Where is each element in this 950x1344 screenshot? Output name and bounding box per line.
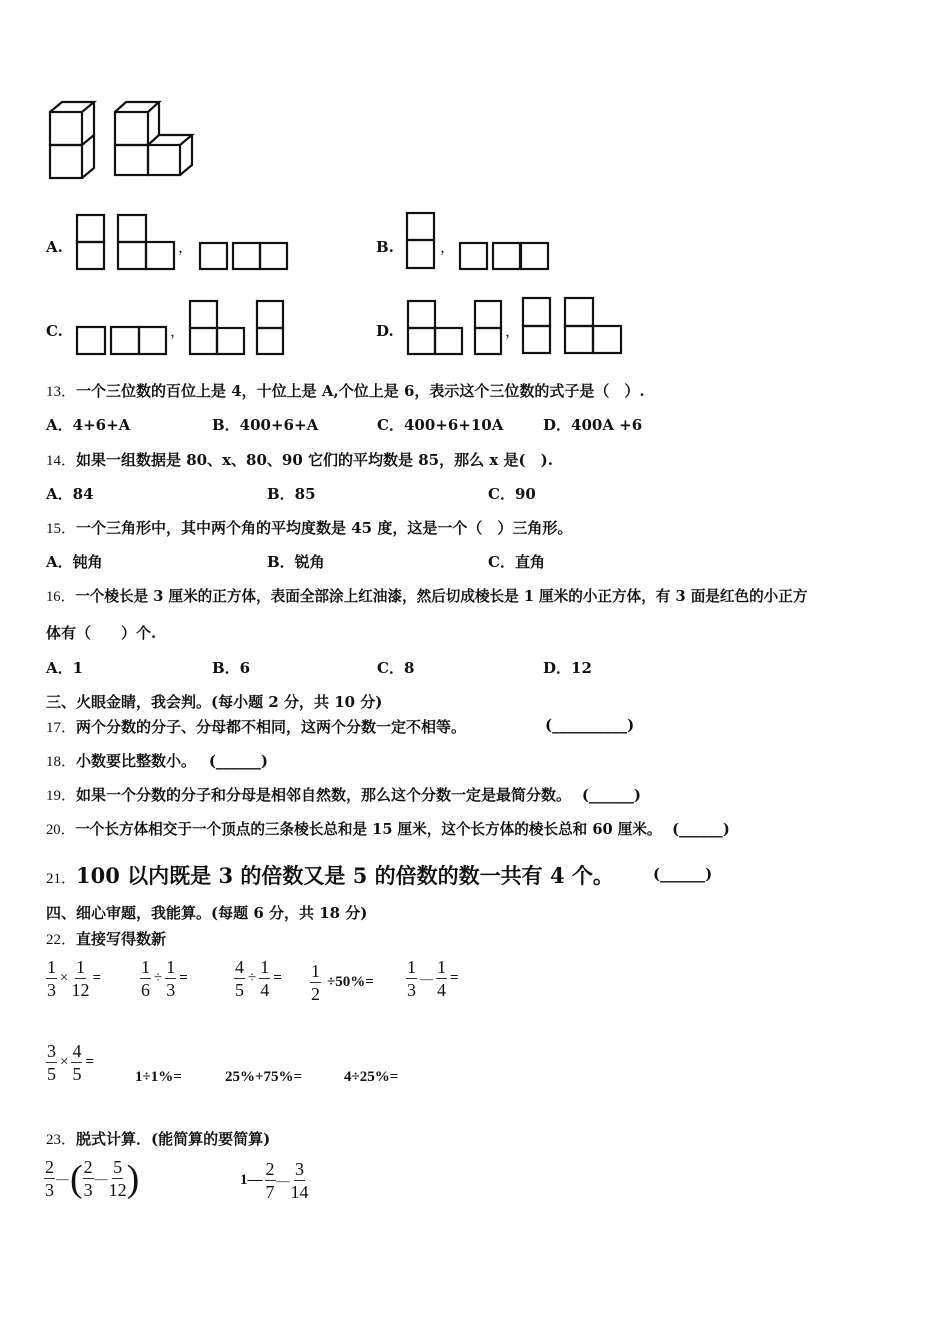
q20-line <box>46 818 730 839</box>
q15-option-b: B．锐角 <box>267 553 325 571</box>
q22-expr-8: 25%+75%= <box>225 1069 303 1085</box>
q15-text: 一个三角形中，其中两个角的平均度数是 45 度，这是一个（ ）三角形。 <box>76 519 573 537</box>
q14-line <box>46 449 553 470</box>
option-a-label: A. <box>46 238 63 256</box>
q18-number: 18． <box>46 754 77 770</box>
option-b-comma: ， <box>440 238 456 256</box>
fraction: $\frac{1}{2}$ <box>311 961 320 1004</box>
q16-text-1: 一个棱长是 3 厘米的正方体，表面全部涂上红油漆，然后切成棱长是 1 厘米的小正方体，有 3 面是红色的小正方 <box>75 588 808 605</box>
q22-number: 22． <box>46 932 77 948</box>
q21-line <box>46 860 614 890</box>
section-3-heading: 三、火眼金睛，我会判。(每小题 2 分，共 10 分) <box>46 693 383 711</box>
q15-number: 15． <box>46 521 77 537</box>
q19-number: 19． <box>46 788 77 804</box>
fraction: $\frac{2}{3}$ <box>83 1157 93 1200</box>
fraction: $\frac{2}{3}$ <box>45 1157 54 1200</box>
fraction: $\frac{1}{3}$ <box>407 957 416 1000</box>
q22-expr-7: 1÷1%= <box>135 1069 182 1085</box>
q15-option-a: A．钝角 <box>46 553 103 571</box>
q23-number: 23． <box>46 1132 77 1148</box>
q16-option-c: C．8 <box>377 659 415 677</box>
fraction: $\frac{1}{12}$ <box>71 957 90 1000</box>
q20-text: 一个长方体相交于一个顶点的三条棱长总和是 15 厘米，这个长方体的棱长总和 60 厘米。 <box>75 821 662 838</box>
q22-expr-6: $\frac{3}{5}$ × $\frac{4}{5}$ = <box>47 1041 95 1084</box>
option-c-label: C. <box>46 322 63 340</box>
q22-expr-4: $\frac{1}{2}$ ÷50%= <box>311 961 374 1004</box>
q19-text: 如果一个分数的分子和分母是相邻自然数，那么这个分数一定是最简分数。 <box>76 786 572 804</box>
option-d-figure <box>0 0 950 400</box>
q17-text: 两个分数的分子、分母都不相同，这两个分数一定不相等。 <box>76 718 467 736</box>
fraction: $\frac{1}{4}$ <box>437 957 446 1000</box>
fraction: $\frac{5}{12}$ <box>108 1157 127 1200</box>
q19-line <box>46 784 641 805</box>
q22-expr-1: $\frac{1}{3}$ × $\frac{1}{12}$ = <box>47 957 102 1000</box>
q23-line <box>46 1128 270 1149</box>
option-d-label: D. <box>376 322 394 340</box>
q21-text: 100 以内既是 3 的倍数又是 5 的倍数的数一共有 4 个。 <box>76 863 614 888</box>
q15-option-c: C．直角 <box>488 553 545 571</box>
q13-option-b: B．400+6+A <box>212 416 319 434</box>
q22-expr-9: 4÷25%= <box>344 1069 399 1085</box>
q22-text: 直接写得数新 <box>76 930 167 948</box>
q14-text: 如果一组数据是 80、x、80、90 它们的平均数是 85，那么 x 是( ). <box>76 451 553 469</box>
fraction: $\frac{3}{5}$ <box>47 1041 56 1084</box>
q19-blank[interactable]: (______) <box>581 786 642 804</box>
q13-line <box>46 380 645 401</box>
q22-line <box>46 928 166 949</box>
q14-option-a: A．84 <box>46 485 94 503</box>
q16-number: 16． <box>46 589 76 605</box>
option-c-comma: ， <box>170 322 186 340</box>
section-4-heading: 四、细心审题，我能算。(每题 6 分，共 18 分) <box>46 904 368 922</box>
q23-text: 脱式计算．(能简算的要简算) <box>76 1130 271 1148</box>
option-a-comma: ， <box>178 238 194 256</box>
q22-expr-2: $\frac{1}{6}$ ÷ $\frac{1}{3}$ = <box>141 957 188 1000</box>
q14-option-c: C．90 <box>488 485 536 503</box>
q22-expr-5: $\frac{1}{3}$ — $\frac{1}{4}$ = <box>407 957 459 1000</box>
q16-text-2: 体有（ ）个. <box>46 624 157 642</box>
q17-blank[interactable]: (__________) <box>545 716 635 734</box>
q18-line <box>46 750 268 771</box>
q15-line <box>46 517 572 538</box>
q13-text: 一个三位数的百位上是 4，十位上是 A,个位上是 6，表示这个三位数的式子是（ ）. <box>76 382 645 400</box>
q16-option-d: D．12 <box>543 659 592 677</box>
q16-option-a: A．1 <box>46 659 84 677</box>
q23-expr-2: 1— $\frac{2}{7}$ — $\frac{3}{14}$ <box>240 1159 309 1202</box>
fraction: $\frac{3}{14}$ <box>290 1159 309 1202</box>
q13-option-c: C．400+6+10A <box>377 416 504 434</box>
q18-text: 小数要比整数小。 <box>76 752 197 770</box>
q21-blank[interactable]: (______) <box>653 865 713 883</box>
q13-number: 13． <box>46 384 77 400</box>
q14-number: 14． <box>46 453 77 469</box>
q23-expr-1: $\frac{2}{3}$ — ( $\frac{2}{3}$ — $\frac{5}{12}$ ) <box>45 1157 140 1200</box>
q20-number: 20． <box>46 822 76 838</box>
q20-blank[interactable]: (______) <box>672 821 730 838</box>
fraction: $\frac{4}{5}$ <box>72 1041 82 1084</box>
q18-blank[interactable]: (______) <box>208 752 269 770</box>
option-d-comma: ， <box>505 322 521 340</box>
fraction: $\frac{4}{5}$ <box>235 957 244 1000</box>
fraction: $\frac{2}{7}$ <box>265 1159 275 1202</box>
q13-option-d: D．400A +6 <box>543 416 643 434</box>
q22-expr-3: $\frac{4}{5}$ ÷ $\frac{1}{4}$ = <box>235 957 282 1000</box>
q16-option-b: B．6 <box>212 659 251 677</box>
q17-number: 17． <box>46 720 77 736</box>
fraction: $\frac{1}{6}$ <box>141 957 150 1000</box>
q14-option-b: B．85 <box>267 485 316 503</box>
fraction: $\frac{1}{3}$ <box>166 957 176 1000</box>
fraction: $\frac{1}{4}$ <box>260 957 270 1000</box>
q13-option-a: A．4+6+A <box>46 416 131 434</box>
q17-line <box>46 716 466 737</box>
option-b-label: B. <box>376 238 394 256</box>
fraction: $\frac{1}{3}$ <box>47 957 56 1000</box>
q21-number: 21． <box>46 871 77 887</box>
q16-line-1 <box>46 585 807 606</box>
